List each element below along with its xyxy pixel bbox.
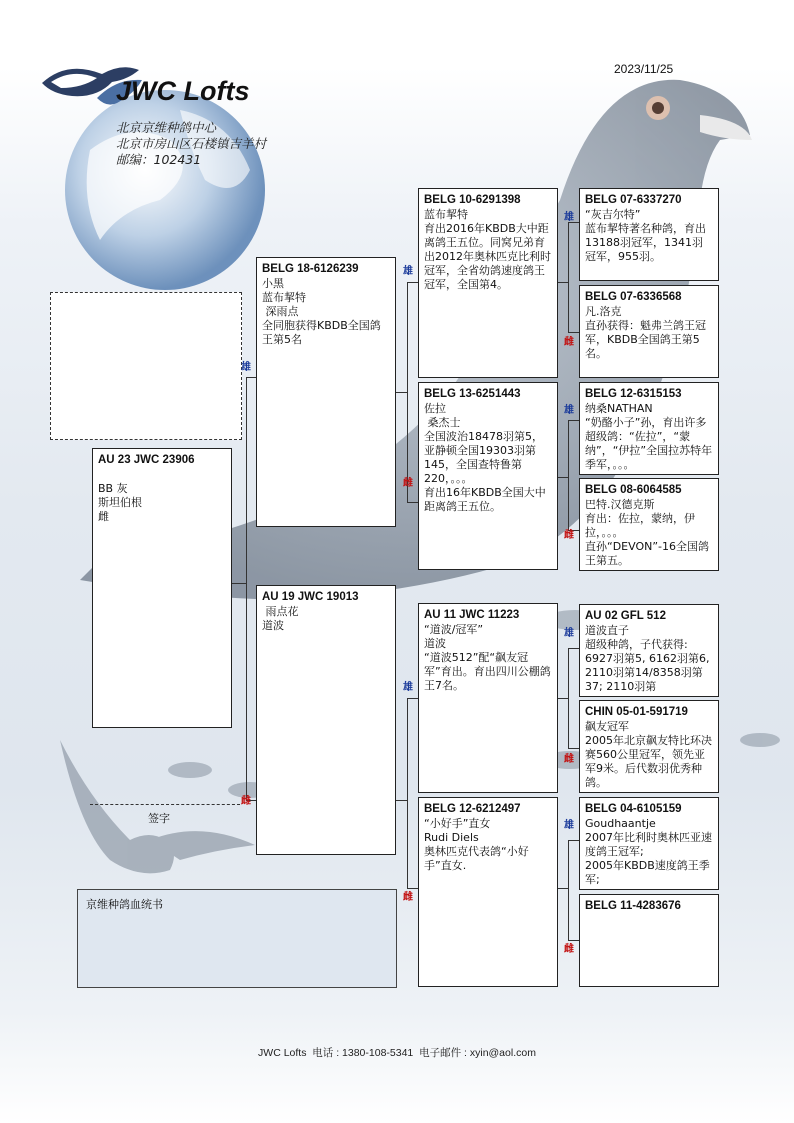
detail-line <box>98 468 226 482</box>
detail-line: 2005年北京飙友特比环决赛560公里冠军，领先亚军9米。后代数羽优秀种鸽。 <box>585 734 712 789</box>
female-marker: 雌 <box>564 754 574 765</box>
detail-line: 育出2016年KBDB大中距离鸽王五位。同窝兄弟育出2012年奥林匹克比利时冠军，全省幼鸽速度鸽王冠军，全国第4。 <box>424 222 551 291</box>
detail-line: 道波直子 <box>585 624 629 637</box>
detail-line: 雨点花 <box>262 605 299 618</box>
female-marker: 雌 <box>241 796 251 807</box>
detail-line: 直孙获得：魁弗兰鸽王冠军，KBDB全国鸽王第5名。 <box>585 319 706 360</box>
footer-contact: JWC Lofts 电话 : 1380-108-5341 电子邮件 : xyin@aol.com <box>258 1047 536 1059</box>
ring-number: BELG 18-6126239 <box>262 263 359 275</box>
detail-line: Rudi Diels <box>424 831 479 844</box>
ring-number: BELG 13-6251443 <box>424 388 521 400</box>
detail-line: 蓝布挈特著名种鸽，育出13188羽冠军，1341羽冠军，955羽。 <box>585 222 706 263</box>
detail-line: 育出16年KBDB全国大中距离鸽王五位。 <box>424 486 546 513</box>
detail-line: 飙友冠军 <box>585 720 629 733</box>
great-grandparent-card[interactable] <box>579 188 719 281</box>
photo-placeholder[interactable] <box>50 292 242 440</box>
grandparent-card[interactable] <box>418 797 558 987</box>
detail-line: 巴特.汉德克斯 <box>585 498 655 511</box>
notes-box[interactable] <box>77 889 397 988</box>
great-grandparent-card[interactable] <box>579 700 719 793</box>
ring-number: BELG 11-4283676 <box>585 900 681 912</box>
ring-number: AU 02 GFL 512 <box>585 610 666 622</box>
ring-number: BELG 07-6336568 <box>585 291 682 303</box>
male-marker: 雄 <box>564 628 574 639</box>
connector-line <box>568 840 569 940</box>
detail-line: “奶酪小子”孙，育出许多超级鸽：“佐拉”，“蒙纳”，“伊拉”全国拉苏特年季军，。。。 <box>585 416 713 471</box>
detail-line: 2007年比利时奥林匹亚速度鸽王冠军; <box>585 831 712 858</box>
male-marker: 雄 <box>564 405 574 416</box>
ring-number: CHIN 05-01-591719 <box>585 706 688 718</box>
connector-line <box>568 648 569 748</box>
signature-label: 签字 <box>148 812 170 825</box>
detail-line: “道波/冠军” <box>424 623 484 636</box>
detail-line: 2005年KBDB速度鸽王季军; <box>585 859 710 886</box>
ring-number: BELG 07-6337270 <box>585 194 682 206</box>
connector-line <box>231 583 247 584</box>
connector-line <box>407 888 418 889</box>
dam-card[interactable] <box>256 585 396 855</box>
detail-line: 凡.洛克 <box>585 305 622 318</box>
grandparent-card[interactable] <box>418 603 558 793</box>
detail-line: BB 灰 <box>98 482 128 495</box>
detail-line: 育出：佐拉，蒙纳，伊拉，。。。 <box>585 512 695 539</box>
address-line-2: 北京市房山区石楼镇吉羊村 <box>116 136 267 151</box>
detail-line: 全国波治18478羽第5，亚静顿全国19303羽第145，全国查特鲁第220，。。。 <box>424 430 543 485</box>
signature-line <box>90 804 240 805</box>
detail-line: 蓝布挈特 <box>424 208 468 221</box>
connector-line <box>246 377 247 801</box>
great-grandparent-card[interactable] <box>579 894 719 987</box>
connector-line <box>568 222 569 332</box>
detail-line: 奥林匹克代表鸽“小好手”直女. <box>424 845 529 872</box>
male-marker: 雄 <box>564 820 574 831</box>
male-marker: 雄 <box>241 362 251 373</box>
detail-line: 佐拉 <box>424 402 446 415</box>
great-grandparent-card[interactable] <box>579 604 719 697</box>
detail-line: “小好手”直女 <box>424 817 491 830</box>
ring-number: BELG 04-6105159 <box>585 803 682 815</box>
detail-line: 深雨点 <box>262 305 299 318</box>
detail-line: 斯坦伯根 <box>98 496 142 509</box>
detail-line: 小黑 <box>262 277 284 290</box>
connector-line <box>407 698 408 888</box>
connector-line <box>407 502 418 503</box>
ring-number: BELG 12-6212497 <box>424 803 521 815</box>
female-marker: 雌 <box>564 530 574 541</box>
ring-number: AU 11 JWC 11223 <box>424 609 520 621</box>
connector-line <box>407 282 408 502</box>
ring-number: AU 23 JWC 23906 <box>98 454 195 466</box>
male-marker: 雄 <box>403 682 413 693</box>
detail-line: 纳桑NATHAN <box>585 402 653 415</box>
print-date: 2023/11/25 <box>614 62 674 76</box>
grandparent-card[interactable] <box>418 382 558 570</box>
detail-line: 桑杰士 <box>424 416 461 429</box>
detail-line: 道波 <box>262 619 284 632</box>
great-grandparent-card[interactable] <box>579 478 719 571</box>
female-marker: 雌 <box>403 478 413 489</box>
female-marker: 雌 <box>564 337 574 348</box>
connector-line <box>407 698 418 699</box>
male-marker: 雄 <box>403 266 413 277</box>
logo-text: JWC Lofts <box>116 76 250 106</box>
ring-number: BELG 12-6315153 <box>585 388 682 400</box>
detail-line: “灰吉尔特” <box>585 208 641 221</box>
notes-label: 京维种鸽血统书 <box>86 898 163 911</box>
small-pigeon-graphic <box>60 740 255 873</box>
sire-card[interactable] <box>256 257 396 527</box>
connector-line <box>568 420 569 530</box>
ring-number: BELG 10-6291398 <box>424 194 521 206</box>
connector-line <box>407 282 418 283</box>
detail-line: 蓝布挈特 <box>262 291 306 304</box>
ring-number: BELG 08-6064585 <box>585 484 682 496</box>
address-line-3: 邮编：102431 <box>116 152 202 167</box>
detail-line: 道波 <box>424 637 446 650</box>
detail-line: 直孙“DEVON”-16全国鸽王第五。 <box>585 540 710 567</box>
detail-line: 雌 <box>98 510 109 523</box>
detail-line: 超级种鸽，子代获得: 6927羽第5, 6162羽第6, 2110羽第14/8358羽第37; 2110羽第 <box>585 638 713 693</box>
female-marker: 雌 <box>564 944 574 955</box>
detail-line: 全同胞获得KBDB全国鸽王第5名 <box>262 319 381 346</box>
great-grandparent-card[interactable] <box>579 797 719 890</box>
address-line-1: 北京京维种鸽中心 <box>116 120 217 135</box>
grandparent-card[interactable] <box>418 188 558 378</box>
ring-number: AU 19 JWC 19013 <box>262 591 359 603</box>
female-marker: 雌 <box>403 892 413 903</box>
detail-line: Goudhaantje <box>585 817 656 830</box>
great-grandparent-card[interactable] <box>579 285 719 378</box>
male-marker: 雄 <box>564 212 574 223</box>
detail-line: “道波512”配“飙友冠军”育出。育出四川公棚鸽王7名。 <box>424 651 551 692</box>
great-grandparent-card[interactable] <box>579 382 719 475</box>
subject-card[interactable] <box>92 448 232 728</box>
